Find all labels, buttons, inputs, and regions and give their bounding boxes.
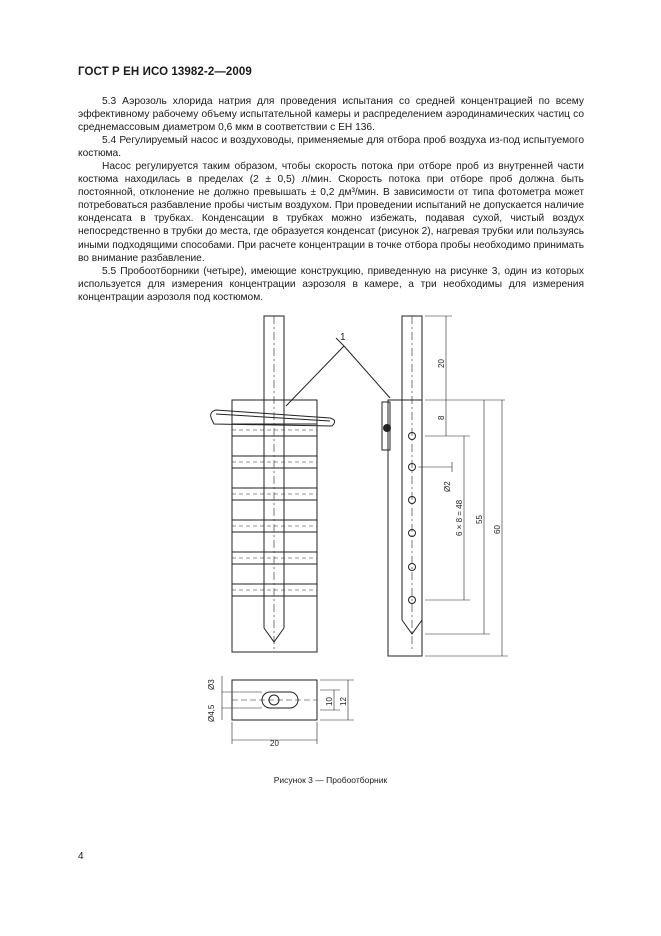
dim-20-bottom: 20 [270,739,279,748]
page-number: 4 [78,851,84,862]
paragraph-5-4: 5.4 Регулируемый насос и воздуховоды, применяемые для отбора проб воздуха из-под испытуемого костюма. [78,135,584,160]
dim-60: 60 [493,525,502,534]
dim-10: 10 [325,697,334,706]
dim-8: 8 [437,415,446,420]
dim-d45: Ø4,5 [207,704,216,722]
front-holes [232,424,317,596]
dim-d3: Ø3 [207,679,216,690]
dim-55: 55 [475,515,484,524]
dim-6x8: 6 × 8 = 48 [455,499,464,536]
paragraph-pump: Насос регулируется таким образом, чтобы скорость потока при отборе проб из внутренней части костюма находилась в пределах (2 ± 0,5) л/мин. Скорость потока при отборе проб должна быть постоянной, отклонение не должно превышать ± 0,2 дм³/мин. В зависимости от типа фотометра может потребоваться разбавление пробы чистым воздухом. При проведении испытаний не допускается наличие конденсата в трубках. Конденсации в трубках можно избежать, подавая сухой, чистый воздух непосредственно в трубки до места, где образуется конденсат (рисунок 2), нагревая трубки или пользуясь иными подходящими способами. При расчете концентрации в точке отбора пробы необходимо принимать во внимание разбавление. [78,161,584,264]
side-block [388,400,422,656]
dim-d2: Ø2 [443,481,452,492]
paragraph-5-3: 5.3 Аэрозоль хлорида натрия для проведения испытания со средней концентрацией по всему эффективному рабочему объему испытательной камеры и распределением аэродинамических частиц со среднемассовым диаметром 0,6 мкм в соответствии с ЕН 136. [78,96,584,134]
document-header: ГОСТ Р ЕН ИСО 13982-2—2009 [78,66,252,78]
callout-label: 1 [340,332,346,343]
dim-12: 12 [339,697,348,706]
paragraph-5-5: 5.5 Пробоотборники (четыре), имеющие конструкцию, приведенную на рисунке 3, один из которых используется для измерения концентрации аэрозоля в камере, а три необходимы для измерения концентрации аэрозоля под костюмом. [78,265,584,303]
dim-20-top: 20 [437,359,446,368]
figure-caption: Рисунок 3 — Пробоотборник [273,775,388,785]
